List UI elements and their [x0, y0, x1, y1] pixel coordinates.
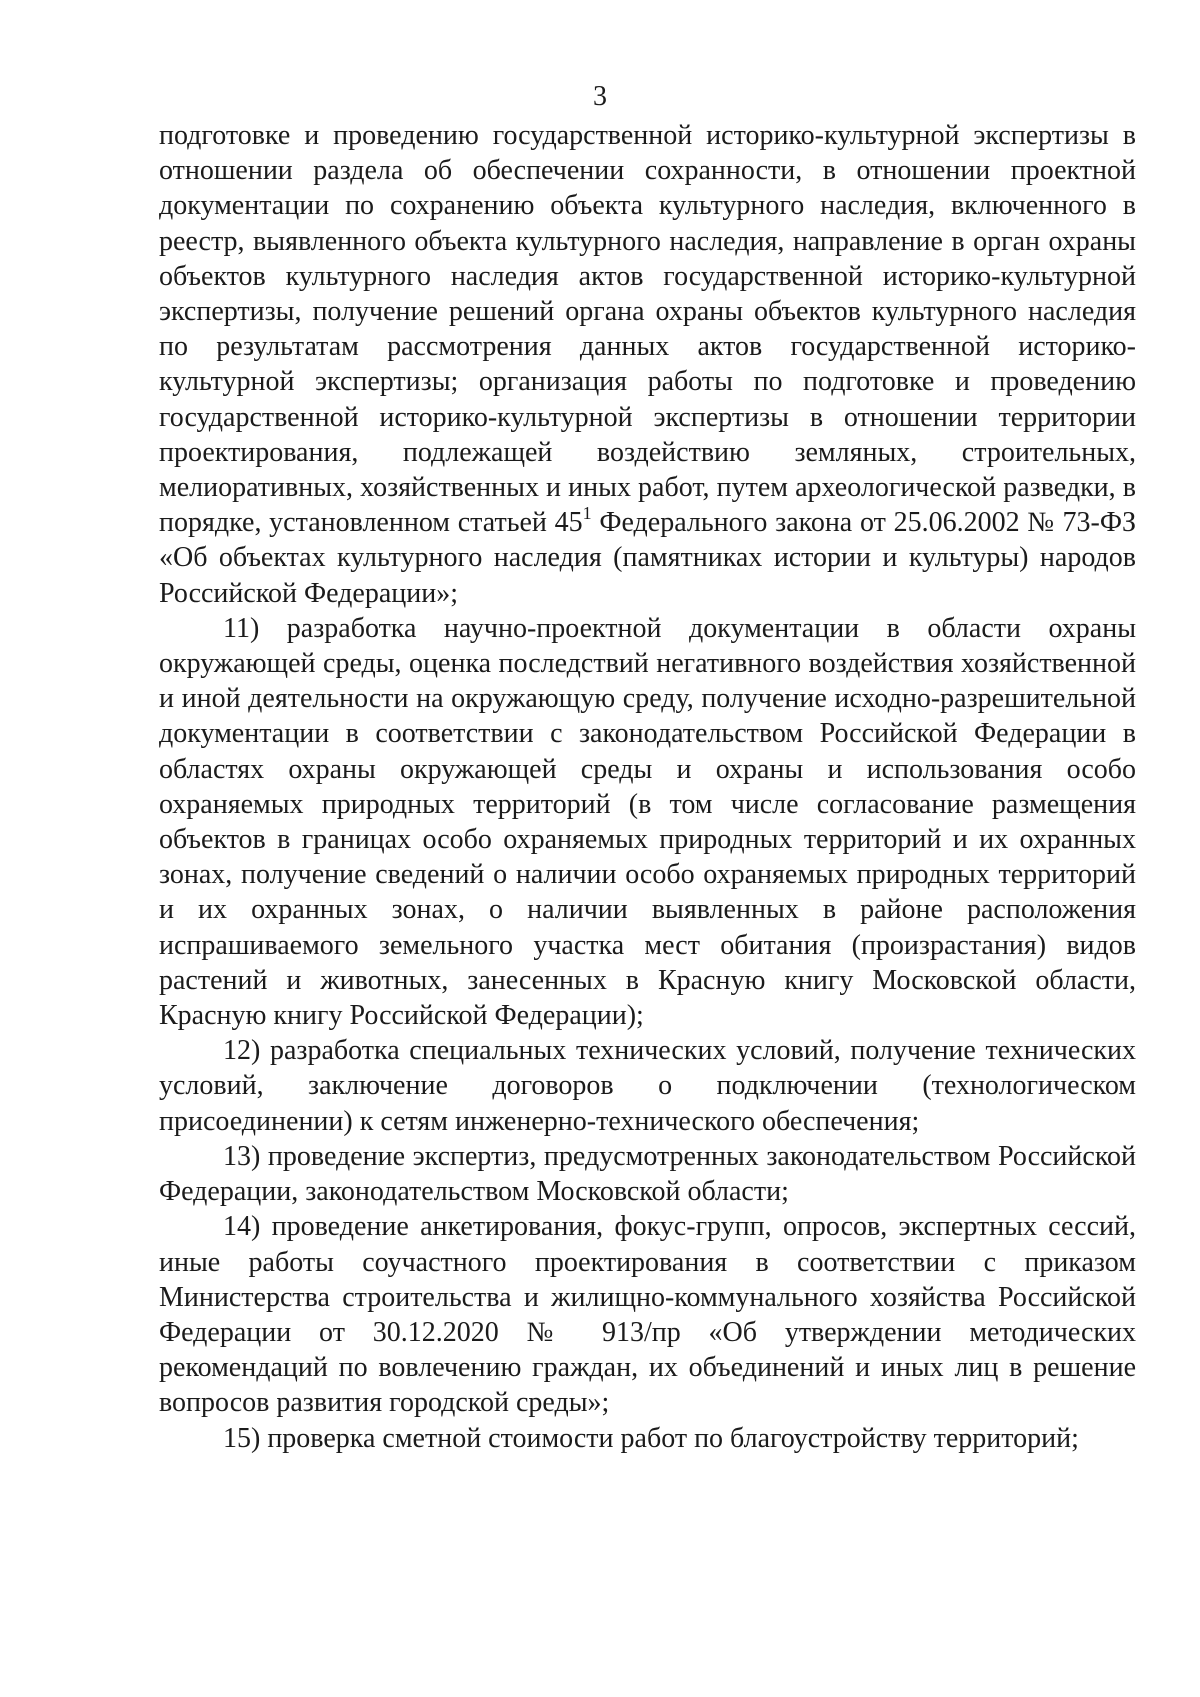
article-superscript: 1 [582, 503, 592, 524]
paragraph-item-13: 13) проведение экспертиз, предусмотренных законодательством Российской Федерации, законодательством Московской области; [159, 1140, 1136, 1208]
paragraph-item-12: 12) разработка специальных технических условий, получение технических условий, заключение договоров о подключении (технологическом присоединении) к сетям инженерно-технического обеспечения; [159, 1035, 1136, 1137]
paragraph-item-11: 11) разработка научно-проектной документации в области охраны окружающей среды, оценка последствий негативного воздействия хозяйственной и иной деятельности на окружающую среду, получение исходно-разрешительной документации в соответствии с законодательством Российской Федерации в областях охраны окружающей среды и охраны и использования особо охраняемых природных территорий (в том числе согласование размещения объектов в границах особо охраняемых природных территорий и их охранных зонах, получение сведений о наличии особо охраняемых природных территорий и их охранных зонах, о наличии выявленных в районе расположения испрашиваемого земельного участка мест обитания (произрастания) видов растений и животных, занесенных в Красную книгу Московской области, Красную книгу Российской Федерации); [159, 612, 1136, 1032]
paragraph-item-14: 14) проведение анкетирования, фокус-групп, опросов, экспертных сессий, иные работы соучастного проектирования в соответствии с приказом Министерства строительства и жилищно-коммунального хозяйства Российской Федерации от 30.12.2020 № 913/пр «Об утверждении методических рекомендаций по вовлечению граждан, их объединений и иных лиц в решение вопросов развития городской среды»; [159, 1211, 1136, 1419]
paragraph-text-after: Федерального закона от 25.06.2002 № 73-ФЗ «Об объектах культурного наследия (памятниках истории и культуры) народов Российской Федерации»; [159, 507, 1136, 609]
paragraph-item-15: 15) проверка сметной стоимости работ по благоустройству территорий; [223, 1422, 1079, 1454]
page-number: 3 [593, 81, 607, 112]
document-body [159, 118, 1136, 1456]
paragraph-text-before: подготовке и проведению государственной историко-культурной экспертизы в отношении раздела об обеспечении сохранности, в отношении проектной документации по сохранению объекта культурного наследия, включенного в реестр, выявленного объекта культурного наследия, направление в орган охраны объектов культурного наследия актов государственной историко-культурной экспертизы, получение решений органа охраны объектов культурного наследия по результатам рассмотрения данных актов государственной историко-культурной экспертизы; организация работы по подготовке и проведению государственной историко-культурной экспертизы в отношении территории проектирования, подлежащей воздействию земляных, строительных, мелиоративных, хозяйственных и иных работ, путем археологической разведки, в порядке, установленном статьей 45 [159, 120, 1136, 539]
paragraph-continuation [159, 118, 1136, 611]
